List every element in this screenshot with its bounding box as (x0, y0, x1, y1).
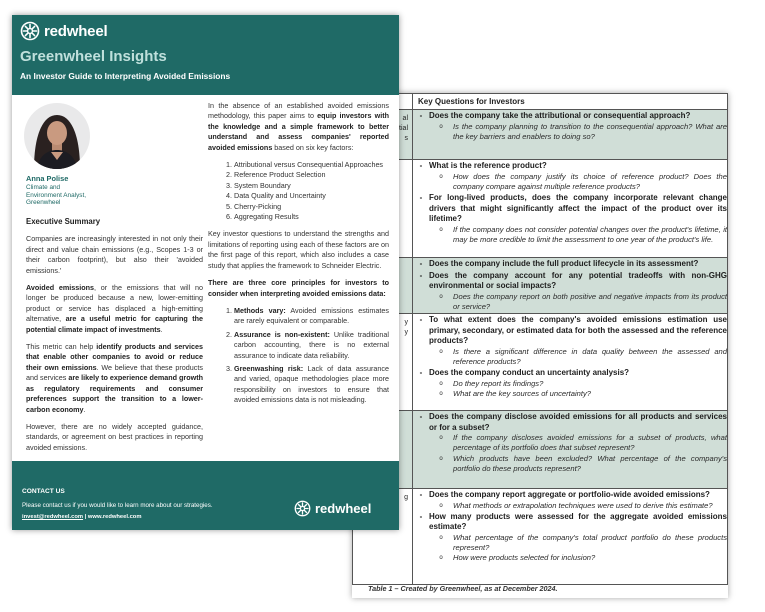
question: - What is the reference product? (419, 161, 547, 170)
left-column (26, 217, 203, 460)
author-name: Anna Polise (26, 174, 69, 183)
author-photo (24, 103, 90, 169)
table-row (353, 411, 728, 489)
list-item: 2. Reference Product Selection (234, 170, 389, 180)
sub-question: o What methods or extrapolation techniques were used to derive this estimate? (439, 500, 713, 510)
questions-cell (413, 489, 728, 585)
table-row (353, 314, 728, 411)
table-row (353, 258, 728, 314)
summary-paragraph-3: This metric can help identify products and services that enable other companies to avoid or reduce their own emissions. We believe that these products and services are likely to experience demand growth as regulatory requirements and consumer preferences support the transition to a lower-carbon economy. (26, 342, 203, 414)
factor-cell: y y (353, 314, 413, 411)
list-item: 3. Greenwashing risk: Lack of data assurance and varied, opaque methodologies place more responsibility on investors to ensure that avoided emissions data is not misleading. (234, 364, 389, 406)
sub-question: o Does the company report on both positive and negative impacts from its product or service? (439, 291, 727, 311)
sub-question: o Is there a significant difference in data quality between the assessed and reference products? (439, 346, 727, 366)
website-link[interactable]: www.redwheel.com (87, 514, 142, 520)
sub-question: o How were products selected for inclusion? (439, 553, 596, 563)
list-item: 3. System Boundary (234, 181, 389, 191)
list-item: 5. Cherry-Picking (234, 202, 389, 212)
question: - For long-lived products, does the company incorporate relevant change drivers that might significantly affect the impact of the product over its lifetime? (419, 193, 727, 224)
list-item: 1. Methods vary: Avoided emissions estimates are rarely equivalent or comparable. (234, 306, 389, 327)
list-item: 4. Data Quality and Uncertainty (234, 191, 389, 201)
key-questions-paragraph: Key investor questions to understand the strengths and limitations of reporting using each of these factors are on the first page of this report, which also includes a case study that applies the framework to Schneider Electric. (208, 229, 389, 270)
table-row (353, 160, 728, 258)
page-header (12, 15, 399, 95)
questions-cell (413, 258, 728, 314)
factor-cell: g (353, 489, 413, 585)
author-role: Climate and Environment Analyst, Greenwheel (26, 184, 87, 207)
brand-logo (20, 21, 107, 41)
sub-question: o What are the key sources of uncertainty? (439, 388, 592, 398)
right-column (208, 101, 389, 413)
email-link[interactable]: invest@redwheel.com (22, 514, 84, 520)
question: - Does the company include the full product lifecycle in its assessment? (419, 259, 699, 268)
principles-list (208, 306, 389, 406)
page-title: Greenwheel Insights (20, 48, 167, 65)
redwheel-logo-icon (294, 500, 311, 517)
table-caption: Table 1 – Created by Greenwheel, as at December 2024. (368, 584, 558, 593)
table-page (352, 93, 728, 598)
contact-text: Please contact us if you would like to learn more about our strategies. (22, 502, 213, 509)
contact-links: invest@redwheel.com | www.redwheel.com (22, 514, 142, 520)
question: - Does the company disclose avoided emissions for all products and services or for a subset? (419, 412, 727, 432)
sub-question: o How does the company justify its choice of reference product? Does the company compare against multiple reference products? (439, 171, 727, 191)
list-item: 6. Aggregating Results (234, 212, 389, 222)
footer-brand-name: redwheel (315, 501, 372, 516)
page-subtitle: An Investor Guide to Interpreting Avoided Emissions (20, 71, 231, 81)
sub-question: o What percentage of the company's total product portfolio do these products represent? (439, 532, 727, 553)
sub-question: o Do they report its findings? (439, 378, 544, 388)
intro-paragraph: In the absence of an established avoided emissions methodology, this paper aims to equip investors with the knowledge and a simple framework to better understand and assess companies' reported avoided emissions based on six key factors: (208, 101, 389, 152)
sub-question: o If the company discloses avoided emissions for a subset of products, what percentage of its portfolio does that subset represent? (439, 433, 727, 453)
sub-question: o Is the company planning to transition to the consequential approach? What are the key barriers and enablers to doing so? (439, 121, 727, 141)
table-row (353, 489, 728, 585)
list-item: 1. Attributional versus Consequential Approaches (234, 160, 389, 170)
questions-cell (413, 411, 728, 489)
table-row (353, 110, 728, 160)
key-questions-table (352, 93, 728, 585)
contact-title: CONTACT US (22, 488, 65, 495)
principles-intro: There are three core principles for investors to consider when interpreting avoided emissions data: (208, 278, 389, 298)
factor-list (208, 160, 389, 222)
questions-cell (413, 160, 728, 258)
question: - Does the company report aggregate or portfolio-wide avoided emissions? (419, 490, 710, 499)
table-header-questions: Key Questions for Investors (413, 94, 728, 110)
sub-question: o If the company does not consider potential changes over the product's lifetime, it may be more credible to limit the assessment to one year of the product's life. (439, 224, 727, 244)
contact-footer (12, 461, 399, 530)
question: - Does the company conduct an uncertainty analysis? (419, 368, 630, 378)
questions-cell (413, 314, 728, 411)
questions-cell (413, 110, 728, 160)
question: - To what extent does the company's avoided emissions estimation use primary, secondary, or estimated data for both the assessed and the reference products? (419, 315, 727, 346)
summary-paragraph-1: Companies are increasingly interested in not only their direct and value chain emissions (e.g., Scopes 1-3 or their carbon footprint), but also their 'avoided emissions.' (26, 234, 203, 275)
section-title: Executive Summary (26, 217, 101, 226)
brand-name: redwheel (44, 22, 108, 40)
sub-question: o Which products have been excluded? What percentage of the company's portfolio do these products represent? (439, 453, 727, 473)
footer-brand-logo (294, 500, 371, 517)
factor-cell: al tial s (353, 110, 413, 160)
front-page (12, 15, 399, 530)
question: - Does the company account for any potential tradeoffs with non-GHG environmental or social impacts? (419, 270, 727, 291)
question: - Does the company take the attributional or consequential approach? (419, 111, 691, 120)
question: - How many products were assessed for the aggregate avoided emissions estimate? (419, 511, 727, 532)
summary-paragraph-2: Avoided emissions, or the emissions that will no longer be produced because a new, lower-emitting product or service has displaced a high-emitting alternative, are a useful metric for capturing the potential climate impact of investments. (26, 283, 203, 334)
list-item: 2. Assurance is non-existent: Unlike traditional carbon accounting, there is no external assurance to indicate data reliability. (234, 330, 389, 361)
redwheel-logo-icon (20, 21, 40, 41)
summary-paragraph-4: However, there are no widely accepted guidance, standards, or agreement on best practices in reporting avoided emissions. (26, 421, 203, 452)
